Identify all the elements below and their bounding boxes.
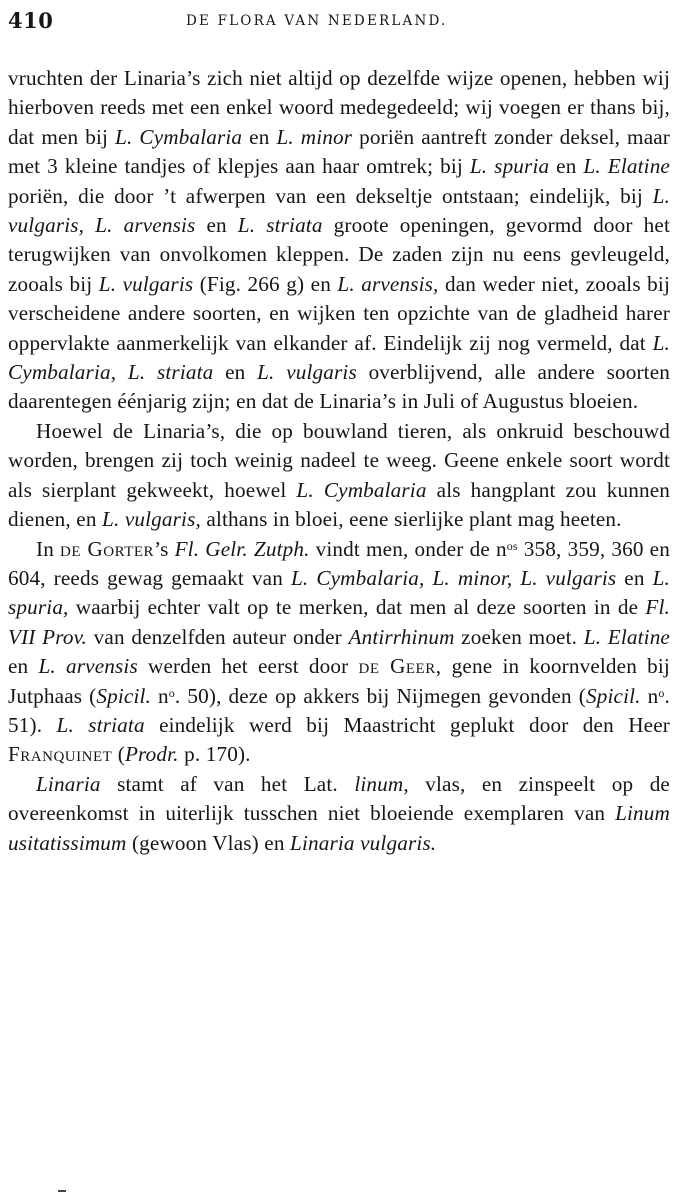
page-header bbox=[8, 4, 670, 40]
text-run: ’s bbox=[154, 536, 175, 561]
italic-term: L. vulgaris bbox=[98, 271, 194, 296]
text-run: poriën, die door ’t afwerpen van een dekseltje ontstaan; eindelijk, bij bbox=[8, 183, 653, 208]
author-name: de Gorter bbox=[60, 536, 155, 561]
text-run: poriën aantreft zonder deksel, maar met 3 kleine tandjes of klepjes aan haar omtrek; bij bbox=[8, 124, 671, 179]
author-name: Franquinet bbox=[8, 742, 113, 767]
text-run: dan weder niet, zooals bij verscheidene andere soorten, en wijken ten opzichte van de gladheid harer oppervlakte aanmerkelijk van elkander af. Eindelijk zij nog vermeld, dat bbox=[8, 271, 670, 355]
text-run bbox=[84, 213, 95, 237]
text-run: gene in koornvelden bij Jutphaas ( bbox=[8, 654, 670, 708]
text-run: en bbox=[616, 565, 653, 590]
italic-term: L. vulgaris bbox=[520, 565, 617, 590]
paragraph-2 bbox=[8, 417, 670, 535]
italic-term: Spicil. bbox=[96, 683, 151, 708]
superscript: o bbox=[658, 685, 665, 700]
text-run: 358, 359, 360 en 604, reeds gewag gemaakt van bbox=[8, 536, 670, 590]
text-run: ( bbox=[112, 742, 125, 767]
superscript: os bbox=[506, 538, 518, 553]
running-title: DE FLORA VAN NEDERLAND. bbox=[186, 13, 448, 29]
text-run: overblijvend, alle andere soorten daarentegen éénjarig zijn; en dat de Linaria’s in Juli of Augustus bloeien. bbox=[8, 360, 670, 414]
italic-term: Linaria vulgaris. bbox=[290, 830, 437, 855]
text-run: als hangplant zou kunnen dienen, en bbox=[8, 477, 670, 532]
italic-term: L. Elatine bbox=[583, 154, 670, 179]
italic-term: L. vulgaris bbox=[257, 360, 357, 385]
text-run: en bbox=[8, 654, 39, 679]
superscript: o bbox=[168, 685, 175, 700]
text-run: . 51). bbox=[8, 683, 670, 737]
italic-term: L. Elatine bbox=[583, 624, 670, 649]
text-run: zoeken moet. bbox=[454, 624, 584, 649]
text-run: en bbox=[195, 213, 238, 238]
italic-term: L. striata bbox=[237, 213, 323, 238]
italic-term: L. striata bbox=[56, 712, 145, 737]
text-run: . 50), deze op akkers bij Nijmegen gevonden ( bbox=[174, 683, 587, 708]
italic-term: L. Cymbalaria, bbox=[290, 565, 425, 590]
italic-term: L. vulgaris, bbox=[8, 183, 670, 238]
italic-term: L. Cymbalaria bbox=[296, 477, 427, 502]
text-run: althans in bloei, eene sierlijke plant mag heeten. bbox=[200, 507, 622, 532]
italic-term: Fl. VII Prov. bbox=[8, 595, 670, 649]
italic-term: Fl. Gelr. Zutph. bbox=[174, 536, 310, 561]
text-run: van denzelfden auteur onder bbox=[87, 624, 349, 649]
italic-term: Prodr. bbox=[124, 742, 179, 767]
print-mark bbox=[58, 1190, 66, 1192]
italic-term: L. arvensis, bbox=[337, 271, 439, 296]
italic-term: L. Cymbalaria, bbox=[8, 330, 670, 385]
paragraph-1 bbox=[8, 64, 670, 417]
paragraph-4 bbox=[8, 770, 670, 858]
italic-term: Linum usitatissimum bbox=[8, 801, 670, 855]
text-run bbox=[116, 360, 128, 384]
text-run: eindelijk werd bij Maastricht geplukt door den Heer bbox=[144, 712, 670, 737]
italic-term: Spicil. bbox=[586, 683, 641, 708]
book-page bbox=[8, 4, 670, 858]
text-run: vlas, en zinspeelt op de overeenkomst in uiterlijk tusschen niet bloeiende exemplaren van bbox=[8, 771, 670, 826]
paragraph-3 bbox=[8, 535, 670, 770]
author-name: de Geer, bbox=[358, 654, 442, 679]
text-run: vruchten der Linaria’s zich niet altijd op dezelfde wijze openen, hebben wij hierboven reeds met een enkel woord medegedeeld; wij voegen er thans bij, dat men bij bbox=[8, 66, 670, 149]
italic-term: L. minor bbox=[276, 124, 353, 149]
text-run: In bbox=[36, 536, 61, 561]
text-run: waarbij echter valt op te merken, dat men al deze soorten in de bbox=[68, 595, 646, 620]
text-run: groote openingen, gevormd door het terugwijken van onvolkomen kleppen. De zaden zijn nu eens gevleugeld, zooals bij bbox=[8, 213, 670, 296]
text-run: n bbox=[640, 683, 659, 708]
text-run: en bbox=[213, 360, 258, 385]
text-run: Hoewel de Linaria’s, die op bouwland tieren, als onkruid beschouwd worden, brengen zij toch weinig nadeel te weeg. Geene enkele soort wordt als sierplant gekweekt, hoewel bbox=[8, 418, 670, 502]
italic-term: L. arvensis bbox=[38, 654, 138, 679]
italic-term: L. spuria, bbox=[8, 565, 670, 620]
italic-term: L. vulgaris, bbox=[102, 507, 201, 532]
body-text bbox=[8, 64, 670, 858]
text-run: (gewoon Vlas) en bbox=[126, 830, 291, 855]
text-run: (Fig. 266 g) en bbox=[193, 271, 338, 296]
text-run: stamt af van het Lat. bbox=[100, 771, 355, 796]
italic-term: L. striata bbox=[127, 360, 214, 385]
italic-term: L. arvensis bbox=[95, 213, 196, 238]
text-run: p. 170). bbox=[178, 742, 251, 767]
text-run: werden het eerst door bbox=[137, 654, 359, 679]
italic-term: Antirrhinum bbox=[348, 624, 455, 649]
italic-term: Linaria bbox=[36, 771, 101, 796]
page-number: 410 bbox=[8, 8, 54, 33]
italic-term: L. Cymbalaria bbox=[115, 124, 243, 149]
italic-term: L. spuria bbox=[469, 154, 550, 179]
text-run: en bbox=[242, 124, 277, 149]
text-run: vindt men, onder de n bbox=[309, 536, 507, 561]
italic-term: linum, bbox=[354, 771, 409, 796]
text-run: n bbox=[151, 683, 169, 708]
italic-term: L. minor, bbox=[432, 565, 513, 590]
text-run: en bbox=[549, 154, 584, 179]
